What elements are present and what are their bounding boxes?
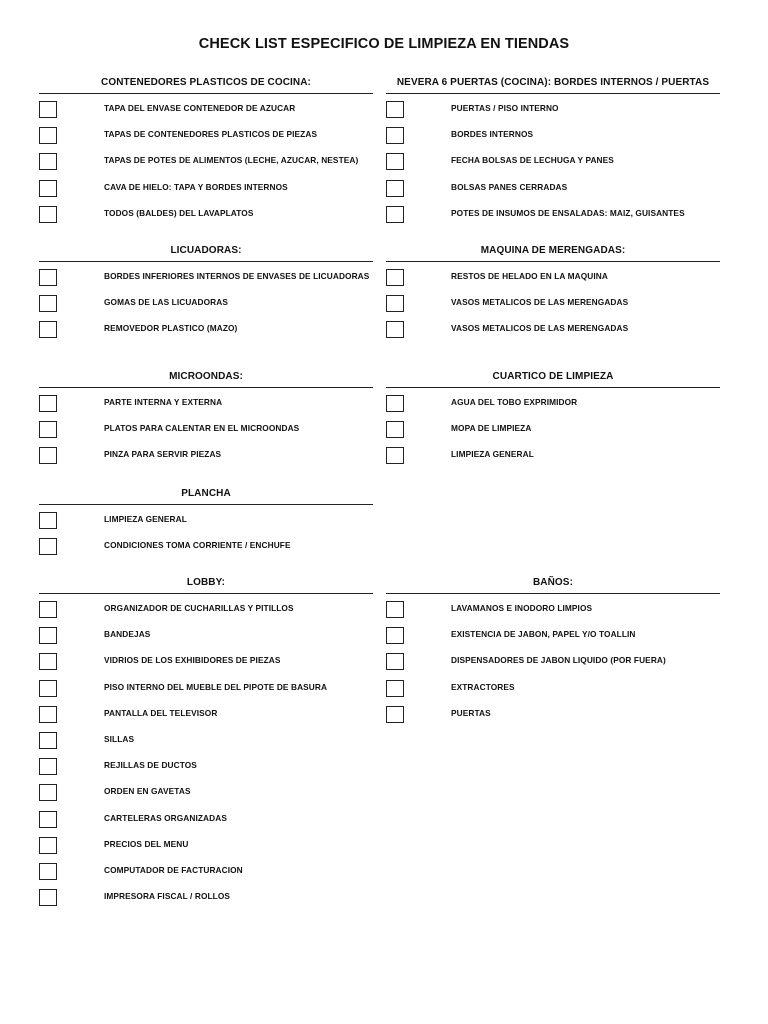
checklist-item: [39, 862, 373, 888]
checkbox[interactable]: [39, 653, 57, 670]
checklist-item: [39, 268, 373, 294]
checklist-item-label: RESTOS DE HELADO EN LA MAQUINA: [451, 271, 608, 281]
checklist-item-label: MOPA DE LIMPIEZA: [451, 423, 532, 434]
checklist-item-label: GOMAS DE LAS LICUADORAS: [104, 297, 228, 308]
section-lobby: [39, 576, 373, 914]
checkbox[interactable]: [386, 706, 404, 723]
checkbox[interactable]: [39, 447, 57, 464]
checklist-item-label: PISO INTERNO DEL MUEBLE DEL PIPOTE DE BASURA: [104, 681, 328, 692]
checkbox[interactable]: [386, 447, 404, 464]
checkbox[interactable]: [39, 889, 57, 906]
section-heading: MICROONDAS:: [39, 370, 373, 388]
checklist-items: [39, 394, 373, 473]
section-heading: LICUADORAS:: [39, 244, 373, 262]
section-heading: BAÑOS:: [386, 576, 720, 594]
checkbox[interactable]: [386, 101, 404, 118]
checklist-item-label: BORDES INFERIORES INTERNOS DE ENVASES DE LICUADORAS: [104, 271, 370, 281]
checklist-item-label: PANTALLA DEL TELEVISOR: [104, 707, 218, 718]
checklist-item-label: BOLSAS PANES CERRADAS: [451, 181, 568, 192]
checklist-item: [39, 679, 373, 705]
checklist-item: [386, 294, 720, 320]
checklist-item: [39, 836, 373, 862]
checklist-item-label: EXISTENCIA DE JABON, PAPEL Y/O TOALLIN: [451, 629, 636, 640]
checklist-item: [39, 446, 373, 472]
checkbox[interactable]: [39, 601, 57, 618]
checkbox[interactable]: [39, 180, 57, 197]
checklist-item-label: AGUA DEL TOBO EXPRIMIDOR: [451, 397, 578, 407]
checklist-item: [39, 179, 373, 205]
section-heading: CUARTICO DE LIMPIEZA: [386, 370, 720, 388]
section-contenedores: [39, 76, 373, 231]
checklist-item-label: IMPRESORA FISCAL / ROLLOS: [104, 891, 231, 902]
checklist-items: [39, 600, 373, 914]
checkbox[interactable]: [39, 421, 57, 438]
checkbox[interactable]: [386, 127, 404, 144]
checklist-item: [386, 152, 720, 178]
page-title: CHECK LIST ESPECIFICO DE LIMPIEZA EN TIENDAS: [198, 36, 570, 52]
checklist-item: [386, 420, 720, 446]
checkbox[interactable]: [386, 321, 404, 338]
checklist-items: [39, 100, 373, 231]
checklist-item: [386, 626, 720, 652]
section-heading: MAQUINA DE MERENGADAS:: [386, 244, 720, 262]
checkbox[interactable]: [386, 680, 404, 697]
checklist-item-label: VASOS METALICOS DE LAS MERENGADAS: [451, 323, 629, 334]
checklist-item-label: COMPUTADOR DE FACTURACION: [104, 864, 243, 875]
checklist-item-label: DISPENSADORES DE JABON LIQUIDO (POR FUERA): [451, 655, 666, 666]
checklist-item-label: LAVAMANOS E INODORO LIMPIOS: [451, 603, 593, 613]
checklist-item-label: VASOS METALICOS DE LAS MERENGADAS: [451, 297, 629, 308]
checklist-item-label: CAVA DE HIELO: TAPA Y BORDES INTERNOS: [104, 181, 288, 192]
checklist-item: [39, 511, 373, 537]
checklist-items: [386, 600, 720, 731]
checklist-item: [39, 888, 373, 914]
checklist-items: [39, 268, 373, 347]
checklist-item-label: REMOVEDOR PLASTICO (MAZO): [104, 323, 238, 334]
checkbox[interactable]: [39, 538, 57, 555]
section-cuartico: [386, 370, 720, 473]
checklist-item-label: POTES DE INSUMOS DE ENSALADAS: MAIZ, GUISANTES: [451, 207, 685, 218]
checklist-item-label: PUERTAS: [451, 707, 491, 718]
checklist-item: [39, 126, 373, 152]
checklist-item: [386, 100, 720, 126]
section-banos: [386, 576, 720, 731]
checklist-item: [39, 320, 373, 346]
checklist-item-label: REJILLAS DE DUCTOS: [104, 760, 197, 771]
checkbox[interactable]: [386, 653, 404, 670]
checklist-item-label: PINZA PARA SERVIR PIEZAS: [104, 449, 222, 460]
checkbox[interactable]: [39, 127, 57, 144]
checklist-item: [39, 731, 373, 757]
checklist-item: [39, 757, 373, 783]
checklist-item-label: PUERTAS / PISO INTERNO: [451, 103, 559, 113]
checkbox[interactable]: [39, 837, 57, 854]
checklist-item-label: PARTE INTERNA Y EXTERNA: [104, 397, 223, 407]
checkbox[interactable]: [386, 295, 404, 312]
checkbox[interactable]: [39, 706, 57, 723]
checkbox[interactable]: [39, 295, 57, 312]
checkbox[interactable]: [386, 153, 404, 170]
checklist-item: [386, 126, 720, 152]
checkbox[interactable]: [39, 206, 57, 223]
checklist-item-label: PLATOS PARA CALENTAR EN EL MICROONDAS: [104, 423, 300, 434]
checkbox[interactable]: [386, 180, 404, 197]
section-nevera: [386, 76, 720, 231]
checklist-item: [386, 394, 720, 420]
checklist-item-label: TAPAS DE POTES DE ALIMENTOS (LECHE, AZUCAR, NESTEA): [104, 155, 359, 166]
section-merengadas: [386, 244, 720, 347]
checkbox[interactable]: [39, 101, 57, 118]
checklist-item-label: LIMPIEZA GENERAL: [104, 514, 187, 524]
checklist-item-label: TAPAS DE CONTENEDORES PLASTICOS DE PIEZAS: [104, 129, 318, 140]
section-licuadoras: [39, 244, 373, 347]
checklist-item: [39, 600, 373, 626]
checklist-item-label: TAPA DEL ENVASE CONTENEDOR DE AZUCAR: [104, 103, 296, 113]
checkbox[interactable]: [386, 627, 404, 644]
checkbox[interactable]: [39, 863, 57, 880]
checklist-item: [39, 537, 373, 563]
checklist-item: [39, 205, 373, 231]
checkbox[interactable]: [39, 512, 57, 529]
checklist-item-label: VIDRIOS DE LOS EXHIBIDORES DE PIEZAS: [104, 655, 281, 666]
checklist-item-label: PRECIOS DEL MENU: [104, 838, 189, 849]
checklist-item: [39, 294, 373, 320]
checklist-item: [386, 705, 720, 731]
checkbox[interactable]: [39, 811, 57, 828]
checklist-item-label: SILLAS: [104, 733, 135, 744]
checklist-item: [386, 320, 720, 346]
section-heading: CONTENEDORES PLASTICOS DE COCINA:: [39, 76, 373, 94]
checklist-items: [39, 511, 373, 563]
checklist-item-label: EXTRACTORES: [451, 681, 515, 692]
checklist-item-label: ORDEN EN GAVETAS: [104, 786, 191, 797]
checklist-item: [386, 179, 720, 205]
checklist-item: [39, 420, 373, 446]
checkbox[interactable]: [39, 680, 57, 697]
checklist-item: [386, 600, 720, 626]
checklist-items: [386, 100, 720, 231]
checklist-item-label: CARTELERAS ORGANIZADAS: [104, 812, 227, 823]
checklist-item-label: ORGANIZADOR DE CUCHARILLAS Y PITILLOS: [104, 603, 294, 613]
checkbox[interactable]: [39, 627, 57, 644]
checkbox[interactable]: [39, 269, 57, 286]
checkbox[interactable]: [39, 395, 57, 412]
checklist-item: [386, 679, 720, 705]
checklist-item: [39, 394, 373, 420]
checkbox[interactable]: [39, 758, 57, 775]
checklist-items: [386, 394, 720, 473]
checkbox[interactable]: [386, 601, 404, 618]
checklist-item: [39, 152, 373, 178]
checklist-item: [386, 268, 720, 294]
checkbox[interactable]: [39, 153, 57, 170]
checklist-item: [39, 100, 373, 126]
checklist-item-label: BORDES INTERNOS: [451, 129, 534, 140]
checkbox[interactable]: [386, 269, 404, 286]
checklist-item: [39, 652, 373, 678]
checklist-item: [386, 205, 720, 231]
checkbox[interactable]: [386, 421, 404, 438]
checklist-item-label: LIMPIEZA GENERAL: [451, 449, 534, 460]
checklist-item: [39, 705, 373, 731]
checklist-item-label: CONDICIONES TOMA CORRIENTE / ENCHUFE: [104, 540, 291, 551]
checkbox[interactable]: [39, 321, 57, 338]
checklist-item-label: FECHA BOLSAS DE LECHUGA Y PANES: [451, 155, 614, 166]
checkbox[interactable]: [386, 395, 404, 412]
checklist-item: [39, 626, 373, 652]
checkbox[interactable]: [386, 206, 404, 223]
checklist-item: [39, 783, 373, 809]
checklist-item: [386, 652, 720, 678]
section-plancha: [39, 487, 373, 563]
checkbox[interactable]: [39, 784, 57, 801]
section-heading: LOBBY:: [39, 576, 373, 594]
checklist-items: [386, 268, 720, 347]
section-heading: NEVERA 6 PUERTAS (COCINA): BORDES INTERNOS / PUERTAS: [386, 76, 720, 94]
checklist-item-label: BANDEJAS: [104, 629, 151, 640]
checklist-item: [386, 446, 720, 472]
section-heading: PLANCHA: [39, 487, 373, 505]
checklist-item-label: TODOS (BALDES) DEL LAVAPLATOS: [104, 207, 254, 218]
checkbox[interactable]: [39, 732, 57, 749]
section-microondas: [39, 370, 373, 473]
checklist-item: [39, 810, 373, 836]
